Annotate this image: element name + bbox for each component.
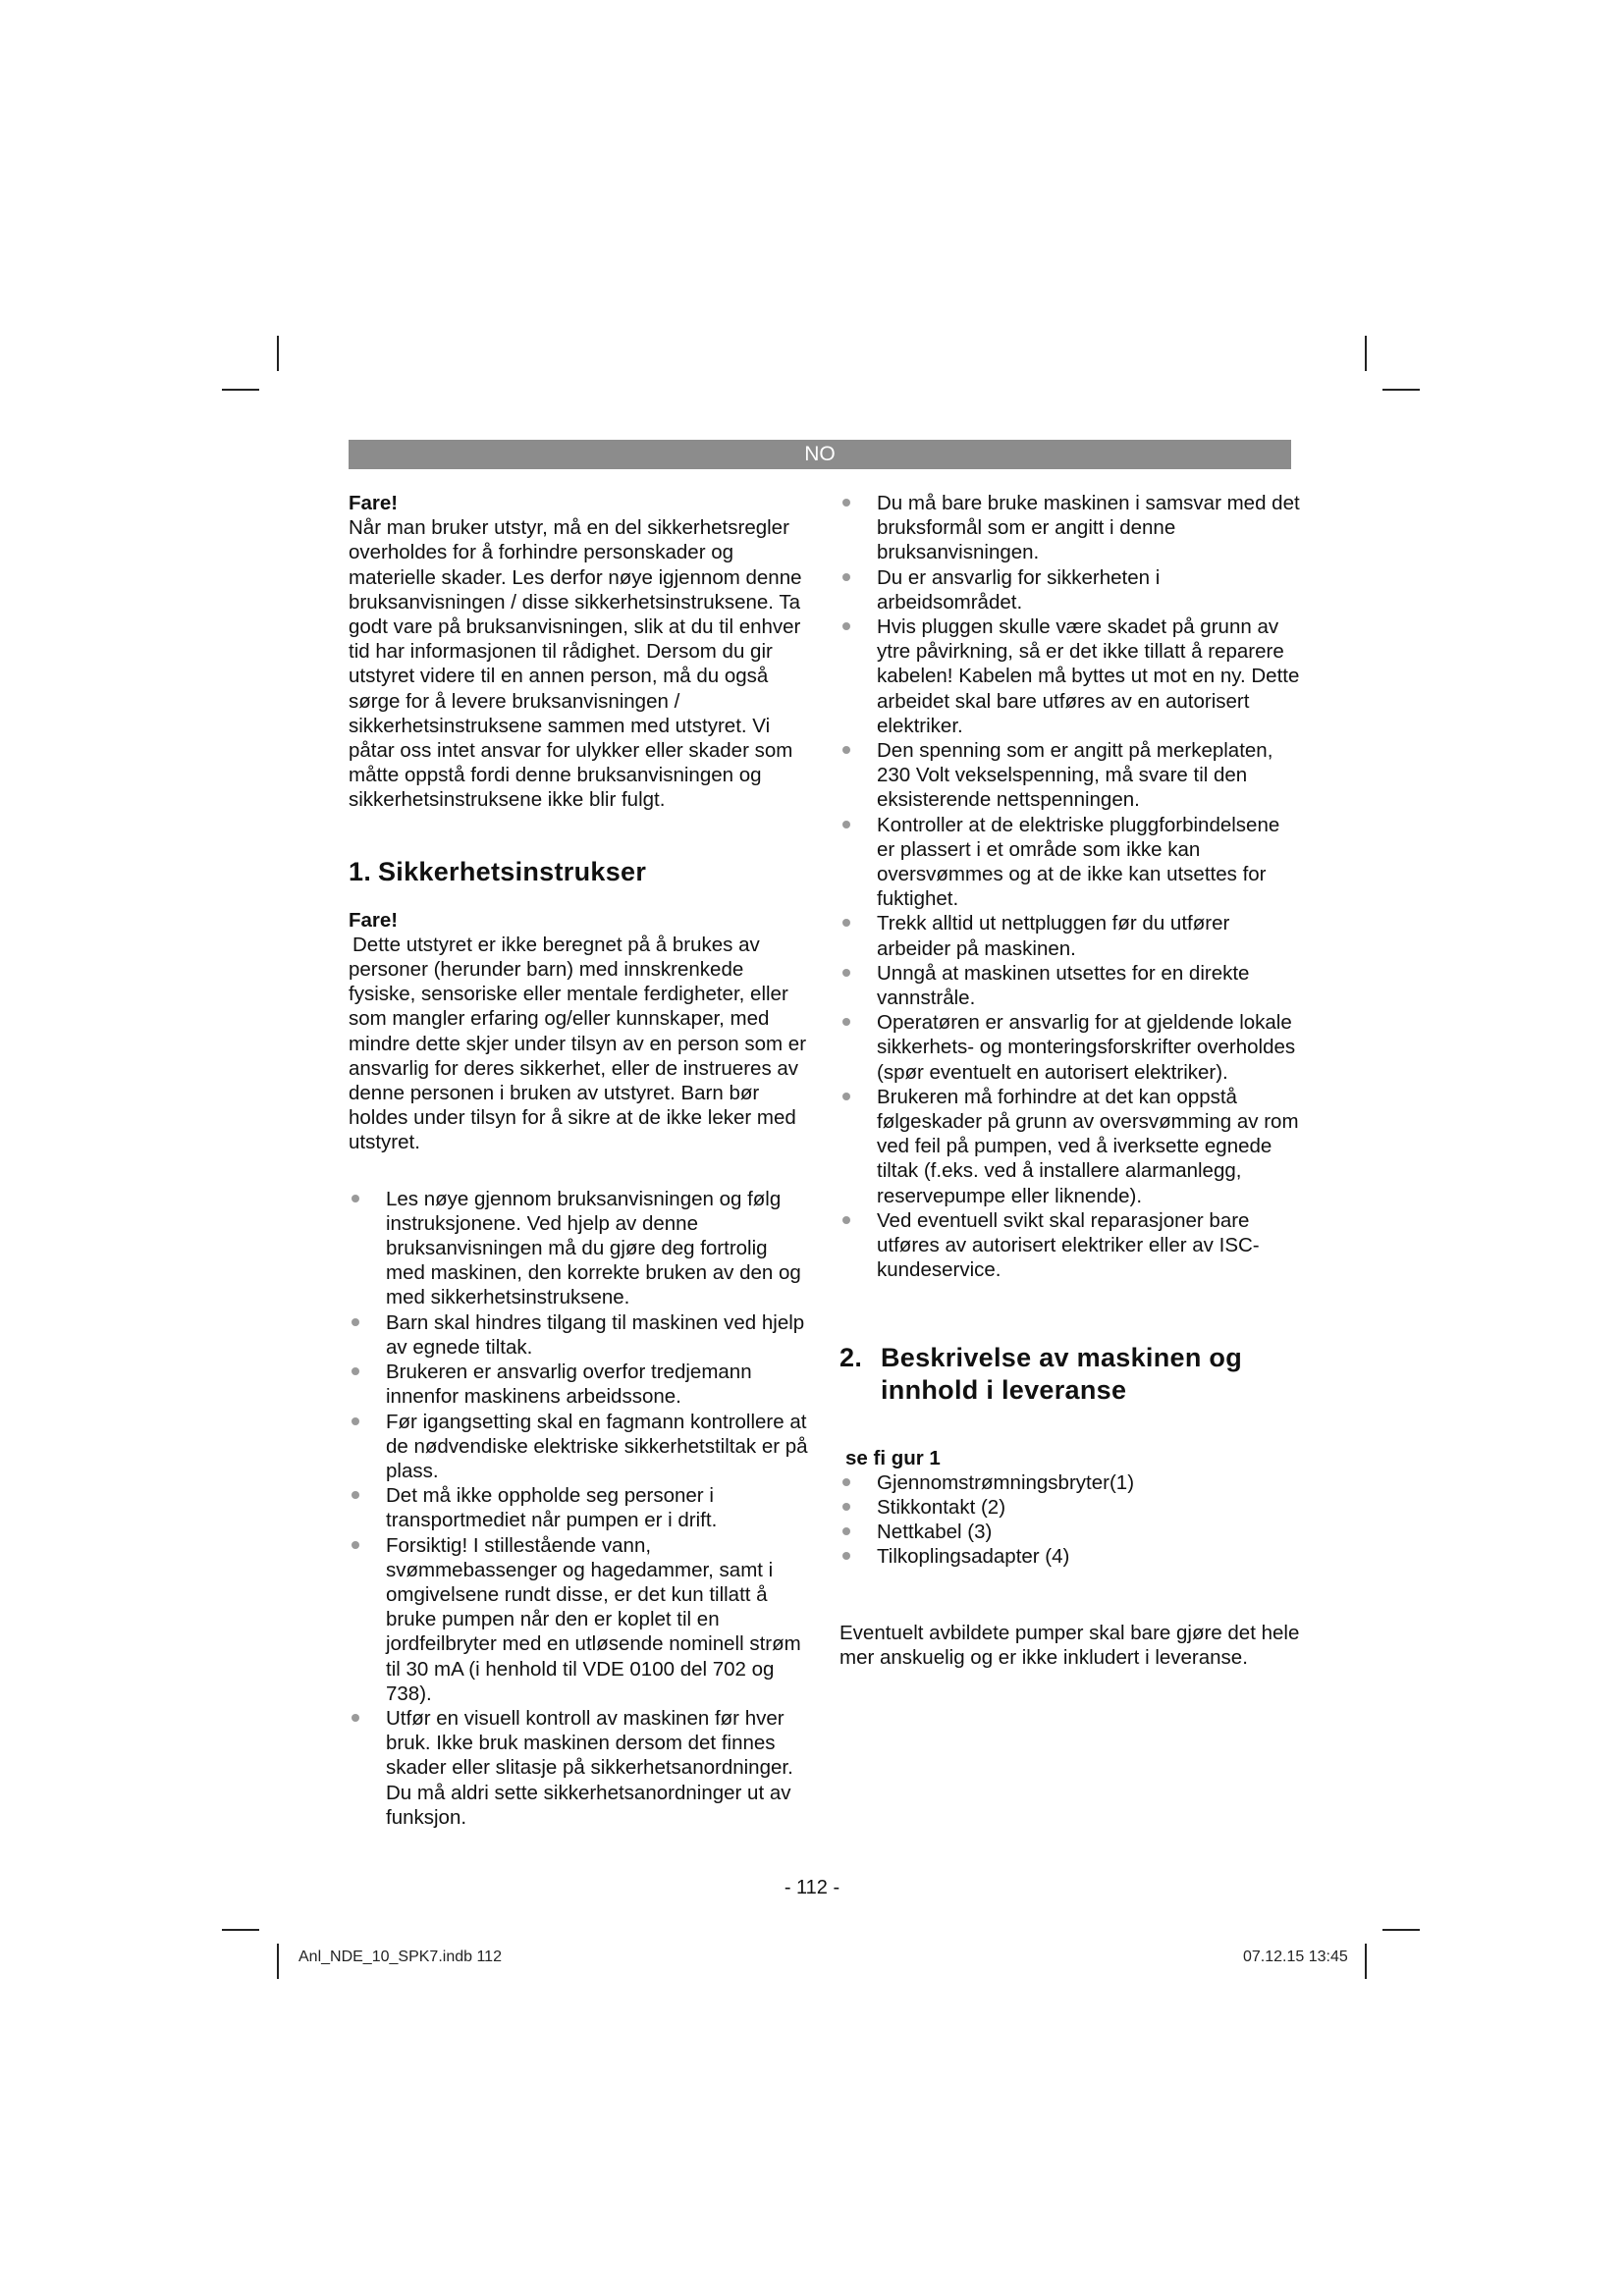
list-item: Tilkoplingsadapter (4)	[839, 1544, 1303, 1569]
list-item: Det må ikke oppholde seg personer i transportmediet når pumpen er i drift.	[349, 1483, 812, 1532]
list-item: Den spenning som er angitt på merkeplaten, 230 Volt vekselspenning, må svare til den eksisterende nettspenningen.	[839, 738, 1303, 813]
list-item: Stikkontakt (2)	[839, 1495, 1303, 1520]
section1-heading	[349, 856, 812, 888]
section2-heading	[839, 1342, 1303, 1407]
crop-mark	[222, 1929, 259, 1931]
crop-mark	[222, 389, 259, 391]
section1-title: Sikkerhetsinstrukser	[378, 856, 647, 886]
list-item: Les nøye gjennom bruksanvisningen og følg instruksjonene. Ved hjelp av denne bruksanvisningen må du gjøre deg fortrolig med maskinen, den korrekte bruken av den og med sikkerhetsinstruksene.	[349, 1187, 812, 1310]
list-item: Operatøren er ansvarlig for at gjeldende lokale sikkerhets- og monteringsforskrifter overholdes (spør eventuelt en autorisert elektriker).	[839, 1010, 1303, 1085]
warning-text: Dette utstyret er ikke beregnet på å brukes av personer (herunder barn) med innskrenkede fysiske, sensoriske eller mentale ferdigheter, eller som mangler erfaring og/eller kunnskaper, med mindre dette skjer under tilsyn av en person som er ansvarlig for deres sikkerhet, eller de instrueres av denne personen i bruken av utstyret. Barn bør holdes under tilsyn for å sikre at de ikke leker med utstyret.	[349, 933, 807, 1154]
crop-mark	[1382, 389, 1420, 391]
warning-heading: Fare!	[349, 908, 399, 932]
list-item: Brukeren er ansvarlig overfor tredjemann innenfor maskinens arbeidssone.	[349, 1360, 812, 1409]
list-item: Forsiktig! I stillestående vann, svømmebassenger og hagedammer, samt i omgivelsene rundt disse, er det kun tillatt å bruke pumpen når den er koplet til en jordfeilbryter med en utløsende nominell strøm til 30 mA (i henhold til VDE 0100 del 702 og 738).	[349, 1533, 812, 1706]
left-bullet-list	[349, 1187, 812, 1830]
section1-number: 1.	[349, 856, 372, 886]
crop-mark	[277, 336, 279, 371]
list-item: Kontroller at de elektriske pluggforbindelsene er plassert i et område som ikke kan oversvømmes og at de ikke kan utsettes for fuktighet.	[839, 813, 1303, 912]
section2-number: 2.	[839, 1342, 863, 1372]
parts-list	[839, 1470, 1303, 1570]
list-item: Du må bare bruke maskinen i samsvar med det bruksformål som er angitt i denne bruksanvisningen.	[839, 491, 1303, 565]
list-item: Før igangsetting skal en fagmann kontrollere at de nødvendiske elektriske sikkerhetstiltak er på plass.	[349, 1410, 812, 1484]
crop-mark	[1382, 1929, 1420, 1931]
note-text: Eventuelt avbildete pumper skal bare gjøre det hele mer anskuelig og er ikke inkludert i leveranse.	[839, 1621, 1300, 1669]
right-bullet-list	[839, 491, 1303, 1283]
right-column	[839, 491, 1303, 1670]
list-item: Unngå at maskinen utsettes for en direkte vannstråle.	[839, 961, 1303, 1010]
list-item: Hvis pluggen skulle være skadet på grunn av ytre påvirkning, så er det ikke tillatt å reparere kabelen! Kabelen må byttes ut mot en ny. Dette arbeidet skal bare utføres av en autorisert elektriker.	[839, 614, 1303, 738]
list-item: Barn skal hindres tilgang til maskinen ved hjelp av egnede tiltak.	[349, 1310, 812, 1360]
intro-text: Når man bruker utstyr, må en del sikkerhetsregler overholdes for å forhindre personskader og materielle skader. Les derfor nøye igjennom denne bruksanvisningen / disse sikkerhetsinstruksene. Ta godt vare på bruksanvisningen, slik at du til enhver tid har informasjonen til rådighet. Dersom du gir utstyret videre til en annen person, må du også sørge for å levere bruksanvisningen / sikkerhetsinstruksene sammen med utstyret. Vi påtar oss intet ansvar for ulykker eller skader som måtte oppstå fordi denne bruksanvisningen og sikkerhetsinstruksene ikke blir fulgt.	[349, 516, 802, 812]
section2-title: Beskrivelse av maskinen og innhold i leveranse	[881, 1342, 1243, 1405]
list-item: Du er ansvarlig for sikkerheten i arbeidsområdet.	[839, 565, 1303, 614]
list-item: Trekk alltid ut nettpluggen før du utfører arbeider på maskinen.	[839, 911, 1303, 960]
figure-reference: se fi gur 1	[845, 1446, 941, 1469]
crop-mark	[1365, 1944, 1367, 1979]
page-number: - 112 -	[784, 1877, 840, 1898]
crop-mark	[1365, 336, 1367, 371]
intro-heading: Fare!	[349, 492, 399, 514]
footer-file: Anl_NDE_10_SPK7.indb 112	[298, 1949, 502, 1965]
list-item: Ved eventuell svikt skal reparasjoner bare utføres av autorisert elektriker eller av ISC-kundeservice.	[839, 1208, 1303, 1283]
left-column	[349, 491, 812, 1830]
language-bar: NO	[349, 440, 1291, 469]
list-item: Nettkabel (3)	[839, 1520, 1303, 1544]
list-item: Gjennomstrømningsbryter(1)	[839, 1470, 1303, 1495]
crop-mark	[277, 1944, 279, 1979]
list-item: Utfør en visuell kontroll av maskinen før hver bruk. Ikke bruk maskinen dersom det finnes skader eller slitasje på sikkerhetsanordninger. Du må aldri sette sikkerhetsanordninger ut av funksjon.	[349, 1706, 812, 1830]
list-item: Brukeren må forhindre at det kan oppstå følgeskader på grunn av oversvømming av rom ved feil på pumpen, ved å iverksette egnede tiltak (f.eks. ved å installere alarmanlegg, reservepumpe eller liknende).	[839, 1085, 1303, 1208]
footer-timestamp: 07.12.15 13:45	[1243, 1949, 1348, 1965]
